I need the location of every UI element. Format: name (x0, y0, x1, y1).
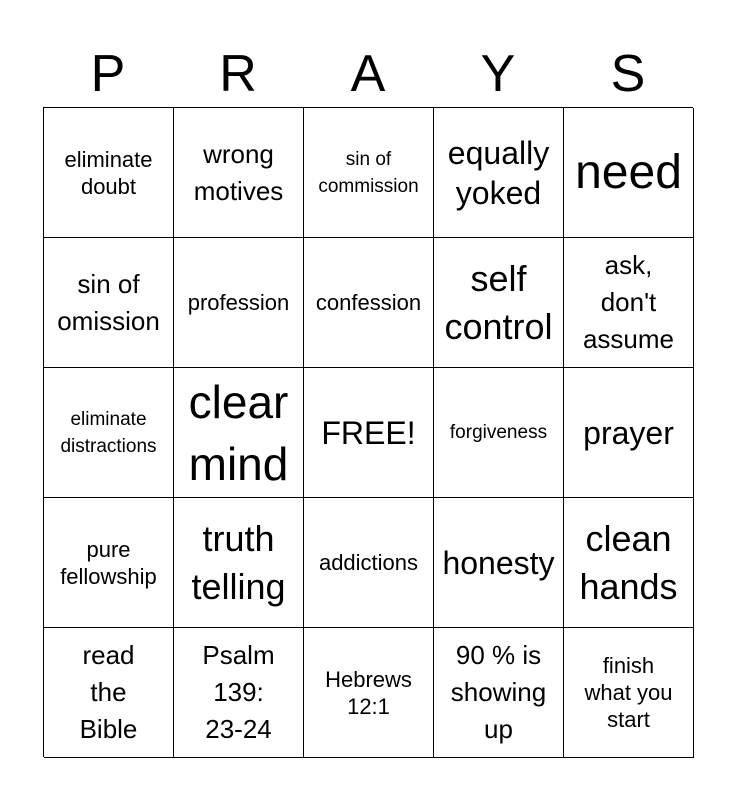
bingo-cell[interactable] (564, 238, 694, 368)
bingo-header (43, 40, 693, 108)
header-letter-s: S (610, 45, 646, 103)
bingo-cell[interactable] (44, 628, 174, 758)
bingo-cell[interactable] (174, 628, 304, 758)
free-space-text: FREE! (321, 414, 416, 451)
cell-text: Psalm 139: 23-24 (202, 640, 275, 744)
bingo-cell[interactable] (564, 368, 694, 498)
cell-text: confession (315, 290, 422, 315)
cell-text: pure fellowship (60, 536, 157, 589)
bingo-cell[interactable] (174, 108, 304, 238)
cell-text: sin of omission (57, 268, 160, 336)
cell-text: 90 % is showing up (450, 640, 547, 744)
cell-text: Hebrews 12:1 (325, 666, 412, 719)
bingo-board (43, 107, 693, 757)
bingo-cell[interactable] (44, 238, 174, 368)
bingo-cell[interactable] (304, 498, 434, 628)
cell-text: finish what you start (584, 653, 673, 732)
bingo-cell[interactable] (434, 238, 564, 368)
bingo-cell[interactable] (304, 238, 434, 368)
header-letter-p: P (90, 45, 126, 103)
cell-text: clean hands (579, 517, 678, 607)
cell-text: equally yoked (447, 134, 550, 211)
free-space-cell[interactable] (304, 368, 434, 498)
bingo-cell[interactable] (174, 368, 304, 498)
cell-text: forgiveness (449, 422, 548, 443)
bingo-cell[interactable] (564, 108, 694, 238)
header-letter-y: Y (480, 45, 516, 103)
cell-text: clear mind (188, 375, 289, 490)
cell-text: wrong motives (193, 138, 284, 206)
cell-text: self control (444, 257, 553, 347)
bingo-cell[interactable] (434, 498, 564, 628)
bingo-cell[interactable] (44, 108, 174, 238)
header-letter-r: R (219, 45, 257, 103)
cell-text: honesty (442, 544, 555, 581)
bingo-cell[interactable] (564, 628, 694, 758)
bingo-cell[interactable] (304, 108, 434, 238)
bingo-cell[interactable] (44, 368, 174, 498)
cell-text: sin of commission (318, 148, 419, 197)
bingo-cell[interactable] (434, 108, 564, 238)
cell-text: profession (187, 290, 290, 315)
cell-text: addictions (318, 550, 419, 575)
bingo-cell[interactable] (174, 498, 304, 628)
bingo-cell[interactable] (564, 498, 694, 628)
bingo-cell[interactable] (434, 628, 564, 758)
bingo-cell[interactable] (174, 238, 304, 368)
bingo-cell[interactable] (434, 368, 564, 498)
bingo-cell[interactable] (304, 628, 434, 758)
cell-text: read the Bible (79, 640, 138, 744)
header-letter-a: A (350, 45, 386, 103)
cell-text: prayer (583, 414, 674, 451)
cell-text: ask, don't assume (582, 250, 675, 354)
cell-text: need (575, 145, 682, 199)
cell-text: eliminate distractions (60, 408, 157, 457)
bingo-cell[interactable] (44, 498, 174, 628)
cell-text: truth telling (191, 517, 286, 607)
cell-text: eliminate doubt (64, 146, 153, 199)
